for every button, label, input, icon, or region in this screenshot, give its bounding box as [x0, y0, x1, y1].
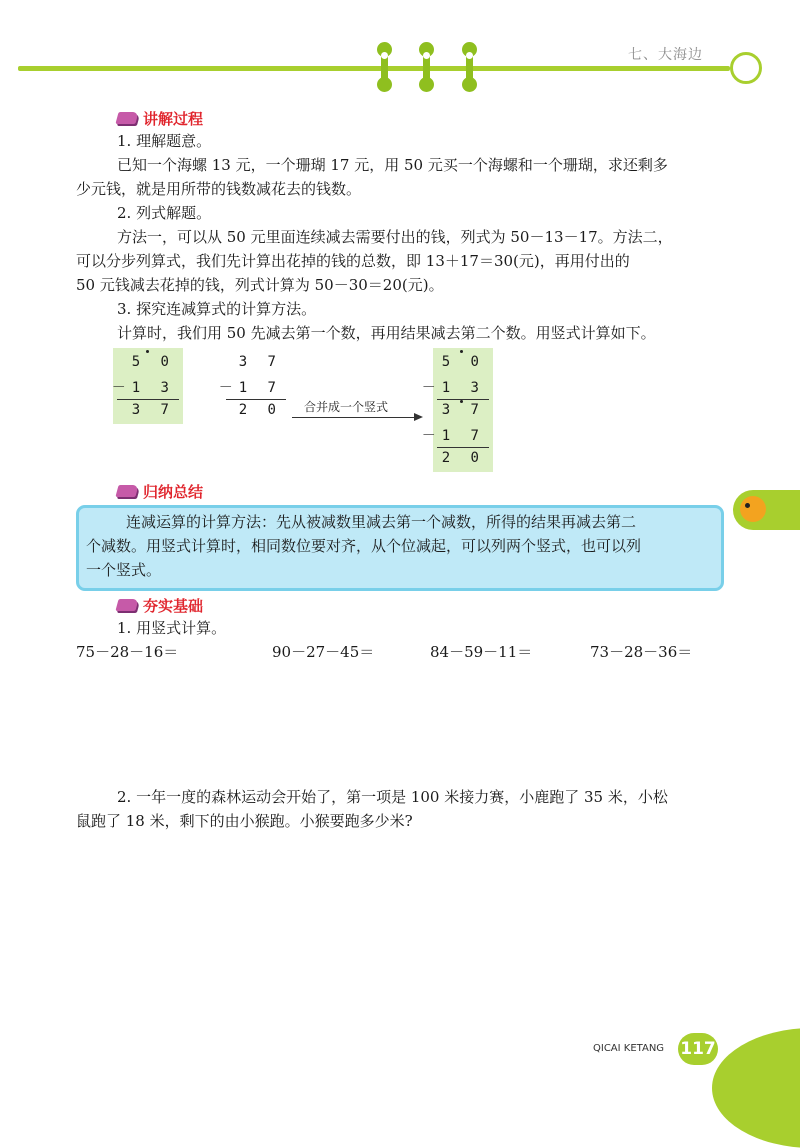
explain-line: 少元钱，就是用所带的钱数减花去的钱数。 [76, 180, 362, 198]
calc-line [437, 399, 489, 400]
vertical-calc-first [113, 348, 183, 424]
practice-question-2: 2. 一年一度的森林运动会开始了，第一项是 100 米接力赛，小鹿跑了 35 米，小松 [117, 788, 668, 806]
explain-line: 3. 探究连减算式的计算方法。 [117, 300, 317, 318]
calc-row: －1 3 [111, 380, 175, 396]
calc-row: 2 0 [238, 402, 282, 418]
fish-icon [740, 496, 766, 522]
section-heading-summary [117, 481, 203, 501]
explain-line: 已知一个海螺 13 元，一个珊瑚 17 元，用 50 元买一个海螺和一个珊瑚，求还剩多 [117, 156, 668, 174]
practice-expression: 84－59－11＝ [430, 643, 533, 661]
header-bar [18, 66, 730, 71]
book-icon [115, 112, 138, 124]
calc-row: 3 7 [441, 402, 485, 418]
practice-question-2: 鼠跑了 18 米，剩下的由小猴跑。小猴要跑多少米? [76, 812, 413, 830]
section-heading-text: 讲解过程 [143, 109, 204, 128]
corner-decoration [712, 1028, 800, 1148]
section-heading-text: 归纳总结 [143, 482, 204, 501]
calc-row: 3 7 [131, 402, 175, 418]
mascot-icon [730, 52, 762, 84]
calc-line [226, 399, 286, 400]
calc-row: －1 3 [421, 380, 485, 396]
calc-row: 3 7 [238, 354, 282, 370]
binder-ring-icon [423, 48, 430, 86]
practice-expression: 75－28－16＝ [76, 643, 179, 661]
calc-row: 5 0 [441, 354, 485, 370]
explain-line: 可以分步列算式，我们先计算出花掉的钱的总数，即 13＋17＝30(元)，再用付出的 [76, 252, 630, 270]
vertical-calc-combined [421, 348, 493, 472]
practice-question-1: 1. 用竖式计算。 [117, 619, 227, 637]
calc-line [117, 399, 179, 400]
explain-line: 1. 理解题意。 [117, 132, 212, 150]
explain-line: 方法一，可以从 50 元里面连续减去需要付出的钱，列式为 50－13－17。方法二， [117, 228, 673, 246]
practice-expression: 73－28－36＝ [590, 643, 693, 661]
vertical-calc-second [218, 348, 290, 424]
explain-line: 计算时，我们用 50 先减去第一个数，再用结果减去第二个数。用竖式计算如下。 [117, 324, 656, 342]
summary-line: 连减运算的计算方法：先从被减数里减去第一个减数，所得的结果再减去第二 [126, 513, 637, 531]
explain-line: 50 元钱减去花掉的钱，列式计算为 50－30＝20(元)。 [76, 276, 444, 294]
book-icon [115, 599, 138, 611]
summary-line: 一个竖式。 [86, 561, 162, 579]
summary-line: 个减数。用竖式计算时，相同数位要对齐，从个位减起，可以列两个竖式，也可以列 [86, 537, 642, 555]
section-heading-explain [117, 108, 203, 128]
arrow-right-icon [414, 413, 423, 421]
calc-line [437, 447, 489, 448]
page-number: 117 [678, 1033, 718, 1065]
section-heading-practice [117, 595, 203, 615]
explain-line: 2. 列式解题。 [117, 204, 212, 222]
practice-expression: 90－27－45＝ [272, 643, 375, 661]
fish-eye [745, 503, 750, 508]
carry-dot [146, 350, 149, 353]
footer-brand: QICAI KETANG [593, 1043, 665, 1054]
carry-dot [460, 350, 463, 353]
book-icon [115, 485, 138, 497]
section-heading-text: 夯实基础 [143, 596, 204, 615]
binder-ring-icon [466, 48, 473, 86]
arrow-label: 合并成一个竖式 [304, 400, 389, 414]
calc-row: －1 7 [218, 380, 282, 396]
calc-row: －1 7 [421, 428, 485, 444]
calc-row: 5 0 [131, 354, 175, 370]
chapter-title: 七、大海边 [628, 47, 703, 63]
arrow-line [292, 417, 416, 418]
calc-row: 2 0 [441, 450, 485, 466]
binder-ring-icon [381, 48, 388, 86]
